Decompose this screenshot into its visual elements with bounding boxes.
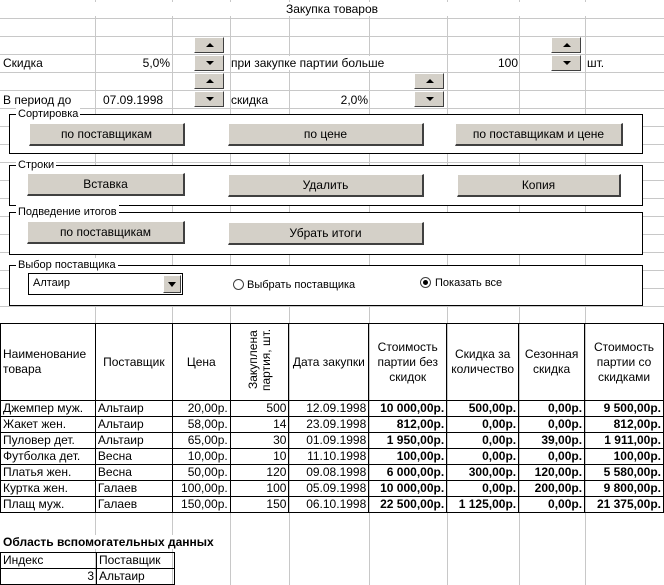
cell-supplier[interactable]: Альтаир — [95, 417, 172, 433]
supplier-select-value: Алтаир — [33, 277, 71, 289]
col-header-date: Дата закупки — [289, 324, 369, 401]
totals-by-supplier-button[interactable]: по поставщикам — [27, 221, 185, 244]
col-header-price: Цена — [172, 324, 230, 401]
radio-choose-supplier[interactable] — [233, 279, 244, 290]
cell-price[interactable]: 10,00р. — [172, 449, 230, 465]
aux-header-index: Индекс — [1, 553, 97, 569]
col-header-supplier: Поставщик — [95, 324, 172, 401]
cell-cost[interactable]: 10 000,00р. — [369, 481, 447, 497]
cell-season-discount[interactable]: 0,00р. — [519, 401, 585, 417]
period-date: 07.09.1998 — [103, 93, 164, 107]
table-row — [1, 497, 664, 513]
discount-spinner[interactable] — [194, 37, 224, 71]
bulk-label: при закупке партии больше — [231, 56, 385, 70]
aux-header-row — [1, 553, 175, 569]
cell-name[interactable]: Пуловер дет. — [1, 433, 96, 449]
col-header-cost: Стоимость партии без скидок — [369, 324, 447, 401]
cell-season-discount[interactable]: 200,00р. — [519, 481, 585, 497]
table-row — [1, 481, 664, 497]
cell-supplier[interactable]: Весна — [95, 465, 172, 481]
cell-season-discount[interactable]: 0,00р. — [519, 497, 585, 513]
cell-quantity[interactable]: 120 — [230, 465, 289, 481]
cell-date[interactable]: 09.08.1998 — [289, 465, 369, 481]
cell-total[interactable]: 1 911,00р. — [585, 433, 664, 449]
arrow-up-icon — [426, 79, 434, 83]
aux-cell-supplier[interactable]: Альтаир — [97, 569, 175, 585]
cell-price[interactable]: 150,00р. — [172, 497, 230, 513]
cell-total[interactable]: 100,00р. — [585, 449, 664, 465]
col-header-quantity-label: Закуплена партия, шт. — [245, 328, 273, 392]
arrow-down-icon — [206, 97, 214, 101]
table-row — [1, 417, 664, 433]
cell-name[interactable]: Платья жен. — [1, 465, 96, 481]
group-title: Подведение итогов — [18, 206, 117, 218]
aux-row — [1, 569, 175, 585]
spin-up-button[interactable] — [194, 73, 224, 89]
cell-total[interactable]: 812,00р. — [585, 417, 664, 433]
radio-show-all-label: Показать все — [435, 277, 503, 289]
cell-cost[interactable]: 10 000,00р. — [369, 401, 447, 417]
cell-quantity[interactable]: 100 — [230, 481, 289, 497]
cell-total[interactable]: 9 800,00р. — [585, 481, 664, 497]
table-row — [1, 433, 664, 449]
radio-show-all[interactable] — [420, 277, 431, 288]
aux-cell-index[interactable]: 3 — [1, 569, 97, 585]
cell-cost[interactable]: 6 000,00р. — [369, 465, 447, 481]
cell-name[interactable]: Джемпер муж. — [1, 401, 96, 417]
arrow-down-icon — [426, 97, 434, 101]
table-header-row — [1, 324, 664, 401]
spin-down-button[interactable] — [194, 91, 224, 107]
remove-totals-button[interactable]: Убрать итоги — [228, 222, 424, 245]
delete-row-button[interactable]: Удалить — [228, 174, 424, 197]
col-header-season-discount: Сезонная скидка — [519, 324, 585, 401]
cell-name[interactable]: Куртка жен. — [1, 481, 96, 497]
bulk-value: 100 — [470, 56, 518, 70]
season-discount-value: 2,0% — [318, 93, 368, 107]
group-title: Сортировка — [18, 108, 79, 120]
aux-table — [0, 552, 175, 585]
cell-cost[interactable]: 100,00р. — [369, 449, 447, 465]
table-row — [1, 449, 664, 465]
spin-up-button[interactable] — [414, 73, 444, 89]
cell-quantity[interactable]: 30 — [230, 433, 289, 449]
spin-up-button[interactable] — [194, 37, 224, 53]
cell-price[interactable]: 100,00р. — [172, 481, 230, 497]
cell-name[interactable]: Плащ муж. — [1, 497, 96, 513]
cell-cost[interactable]: 812,00р. — [369, 417, 447, 433]
cell-season-discount[interactable]: 0,00р. — [519, 417, 585, 433]
arrow-up-icon — [206, 79, 214, 83]
cell-supplier[interactable]: Галаев — [95, 497, 172, 513]
cell-price[interactable]: 50,00р. — [172, 465, 230, 481]
cell-date[interactable]: 12.09.1998 — [289, 401, 369, 417]
season-discount-label: скидка — [231, 93, 269, 107]
cell-total[interactable]: 21 375,00р. — [585, 497, 664, 513]
cell-season-discount[interactable]: 120,00р. — [519, 465, 585, 481]
purchases-table — [0, 323, 664, 513]
cell-supplier[interactable]: Альтаир — [95, 433, 172, 449]
supplier-select[interactable] — [28, 273, 183, 295]
insert-row-button[interactable]: Вставка — [27, 173, 185, 196]
spin-down-button[interactable] — [414, 91, 444, 107]
cell-name[interactable]: Футболка дет. — [1, 449, 96, 465]
cell-total[interactable]: 5 580,00р. — [585, 465, 664, 481]
arrow-up-icon — [563, 43, 571, 47]
cell-price[interactable]: 20,00р. — [172, 401, 230, 417]
arrow-down-icon — [563, 61, 571, 65]
cell-cost[interactable]: 1 950,00р. — [369, 433, 447, 449]
chevron-down-icon — [168, 282, 176, 287]
radio-choose-supplier-label: Выбрать поставщика — [247, 279, 356, 291]
cell-quantity[interactable]: 500 — [230, 401, 289, 417]
cell-date[interactable]: 05.09.1998 — [289, 481, 369, 497]
cell-price[interactable]: 65,00р. — [172, 433, 230, 449]
season-spinner[interactable] — [414, 73, 444, 107]
col-header-qty-discount: Скидка за количество — [447, 324, 519, 401]
cell-qty-discount[interactable]: 0,00р. — [447, 433, 519, 449]
spin-up-button[interactable] — [551, 37, 581, 53]
cell-qty-discount[interactable]: 300,00р. — [447, 465, 519, 481]
arrow-up-icon — [206, 43, 214, 47]
cell-supplier[interactable]: Галаев — [95, 481, 172, 497]
spin-down-button[interactable] — [194, 55, 224, 71]
cell-date[interactable]: 06.10.1998 — [289, 497, 369, 513]
dropdown-button[interactable] — [163, 275, 181, 293]
copy-row-button[interactable]: Копия — [457, 174, 621, 197]
cell-price[interactable]: 58,00р. — [172, 417, 230, 433]
group-title: Выбор поставщика — [18, 259, 116, 271]
aux-title: Область вспомогательных данных — [3, 535, 214, 549]
table-row — [1, 401, 664, 417]
spin-down-button[interactable] — [551, 55, 581, 71]
cell-name[interactable]: Жакет жен. — [1, 417, 96, 433]
date-spinner[interactable] — [194, 73, 224, 107]
col-header-name: Наименование товара — [1, 324, 96, 401]
cell-date[interactable]: 11.10.1998 — [289, 449, 369, 465]
aux-header-supplier: Поставщик — [97, 553, 175, 569]
discount-label: Скидка — [3, 56, 43, 70]
discount-value: 5,0% — [120, 56, 170, 70]
sort-by-price-button[interactable]: по цене — [228, 123, 424, 146]
sort-by-supplier-price-button[interactable]: по поставщикам и цене — [455, 123, 623, 146]
sheet-title: Закупка товаров — [0, 2, 664, 16]
cell-qty-discount[interactable]: 0,00р. — [447, 449, 519, 465]
table-row — [1, 465, 664, 481]
col-header-quantity — [230, 324, 289, 401]
cell-season-discount[interactable]: 0,00р. — [519, 449, 585, 465]
cell-qty-discount[interactable]: 0,00р. — [447, 417, 519, 433]
sort-by-supplier-button[interactable]: по поставщикам — [29, 123, 185, 146]
unit-label: шт. — [587, 56, 605, 70]
cell-total[interactable]: 9 500,00р. — [585, 401, 664, 417]
cell-quantity[interactable]: 150 — [230, 497, 289, 513]
col-header-total: Стоимость партии со скидками — [585, 324, 664, 401]
group-title: Строки — [18, 159, 55, 171]
cell-cost[interactable]: 22 500,00р. — [369, 497, 447, 513]
cell-qty-discount[interactable]: 1 125,00р. — [447, 497, 519, 513]
cell-supplier[interactable]: Весна — [95, 449, 172, 465]
cell-season-discount[interactable]: 39,00р. — [519, 433, 585, 449]
cell-qty-discount[interactable]: 500,00р. — [447, 401, 519, 417]
cell-date[interactable]: 01.09.1998 — [289, 433, 369, 449]
cell-quantity[interactable]: 10 — [230, 449, 289, 465]
arrow-down-icon — [206, 61, 214, 65]
cell-quantity[interactable]: 14 — [230, 417, 289, 433]
radio-selected-dot — [423, 280, 428, 285]
cell-supplier[interactable]: Альтаир — [95, 401, 172, 417]
cell-qty-discount[interactable]: 0,00р. — [447, 481, 519, 497]
cell-date[interactable]: 23.09.1998 — [289, 417, 369, 433]
period-label: В период до — [3, 93, 72, 107]
bulk-spinner[interactable] — [551, 37, 581, 71]
